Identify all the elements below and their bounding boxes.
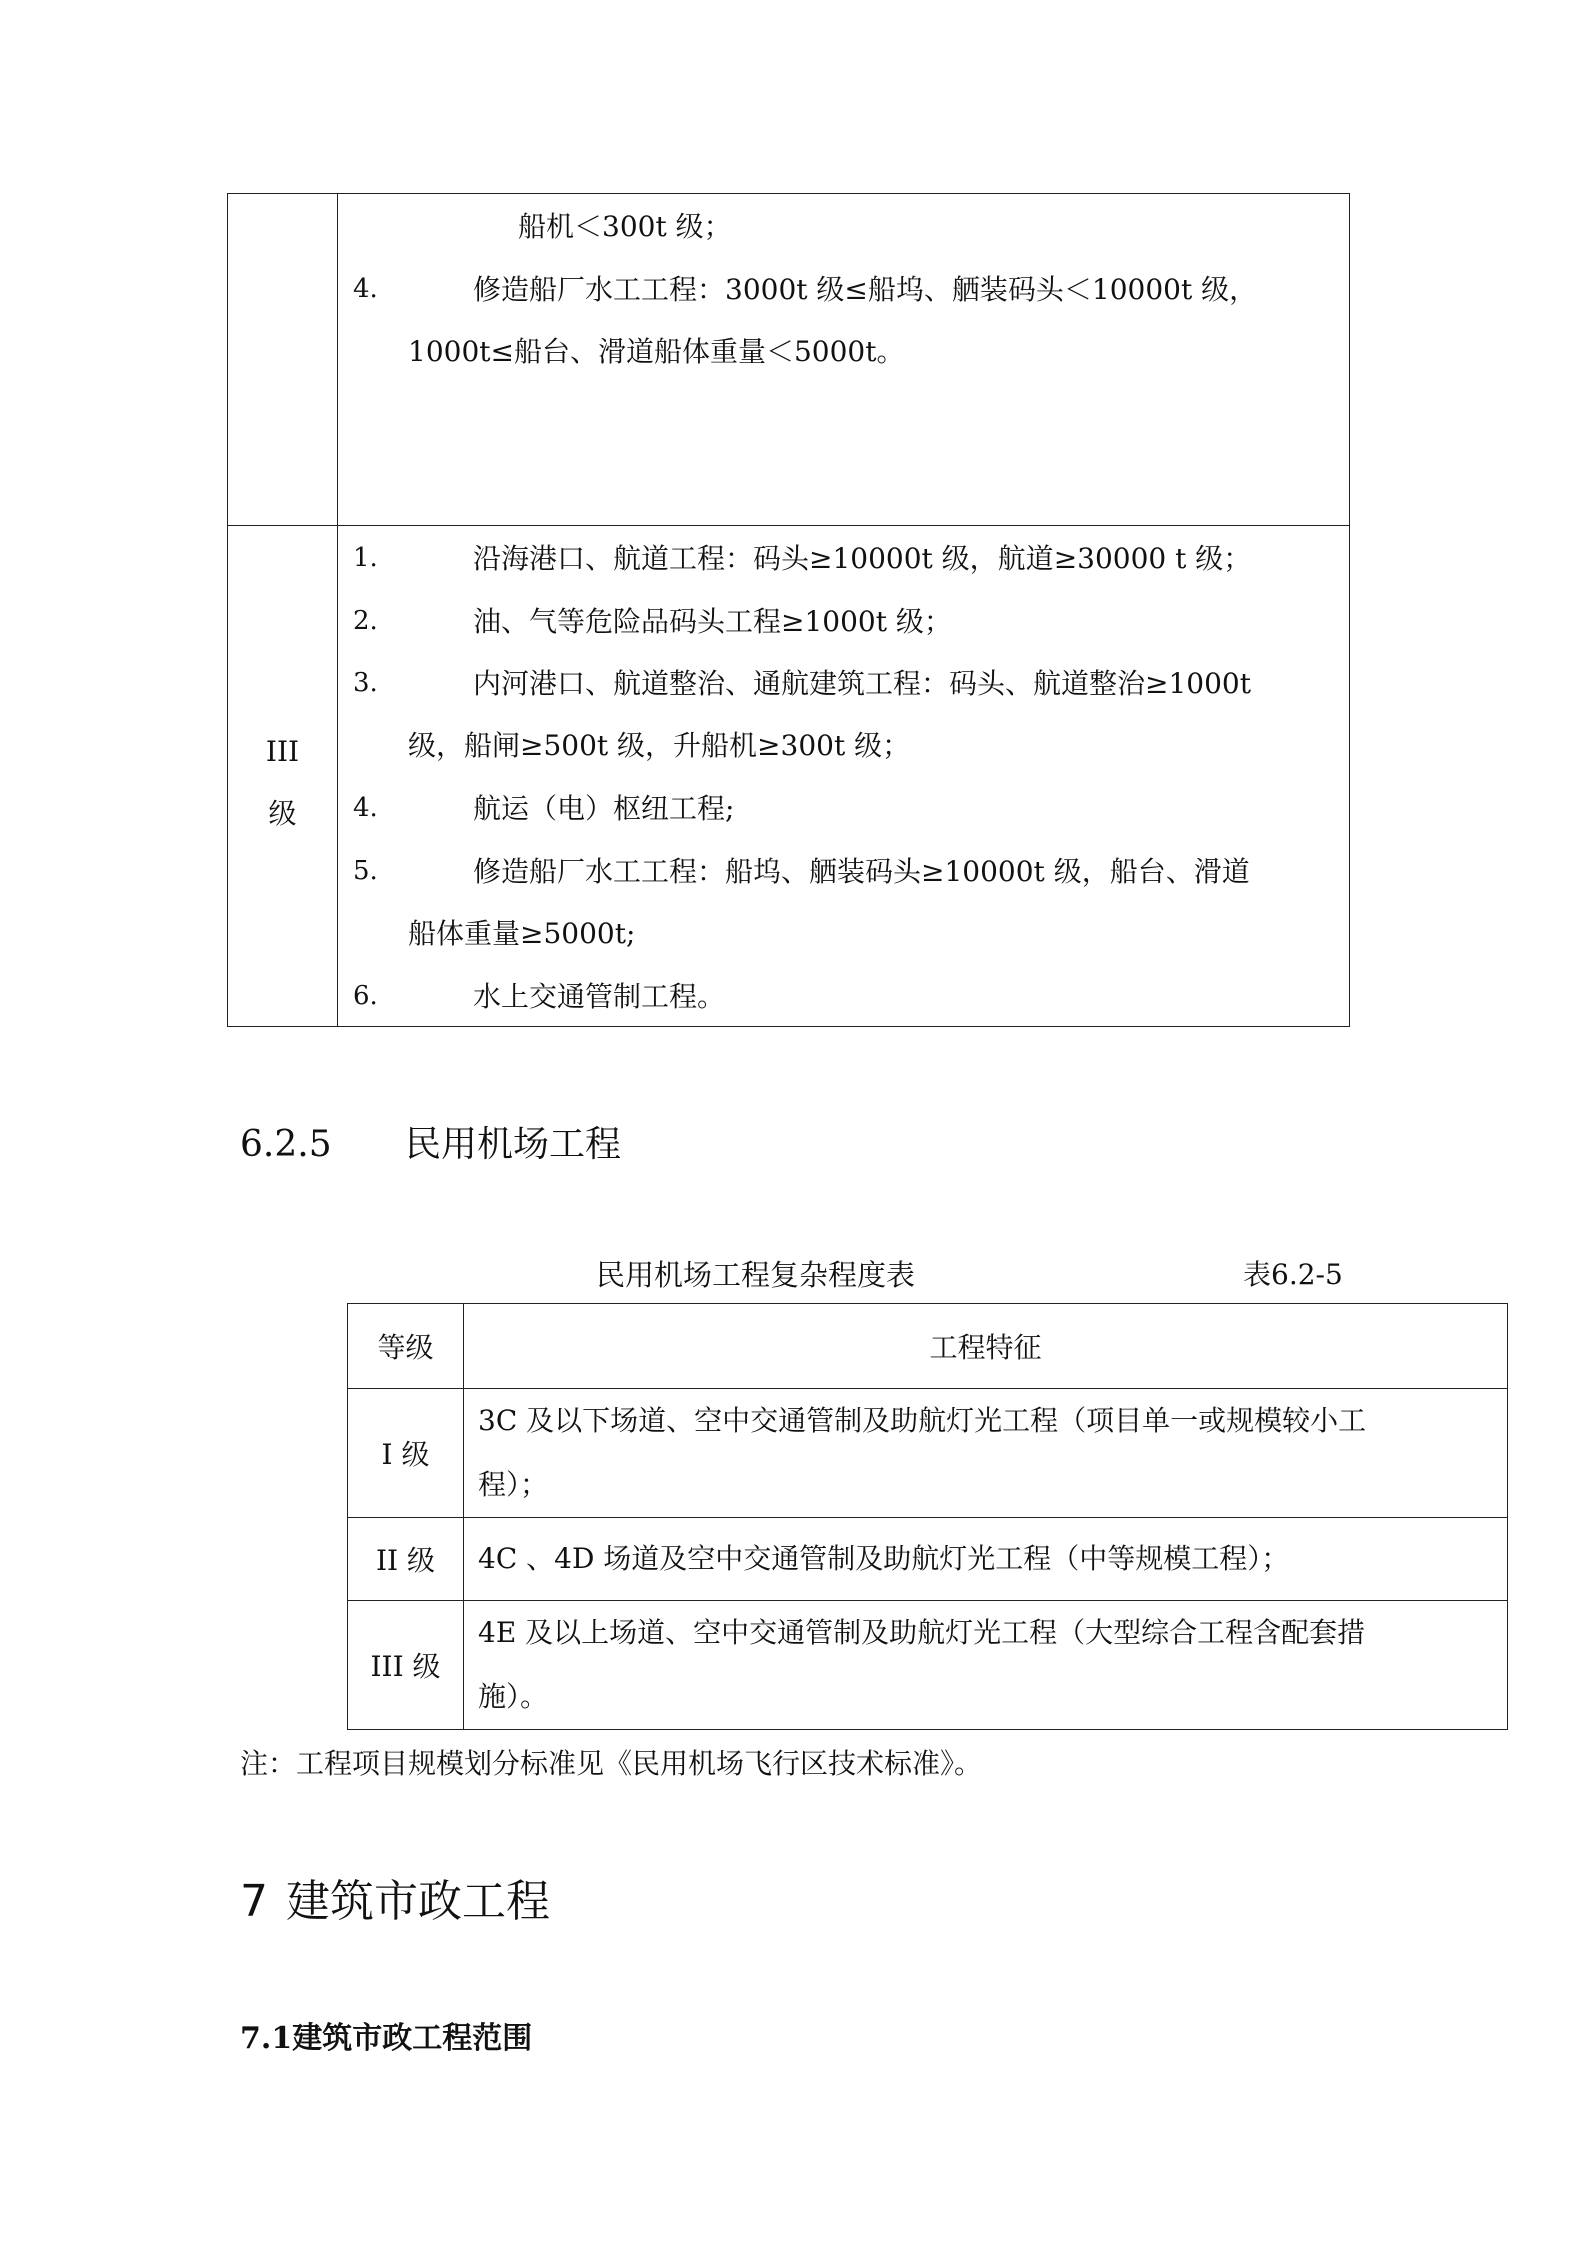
table-row xyxy=(348,1601,1508,1730)
grade-cell: II 级 xyxy=(348,1518,464,1601)
item-number: 1. xyxy=(353,543,378,574)
feature-line: 3C 及以下场道、空中交通管制及助航灯光工程（项目单一或规模较小工 xyxy=(478,1404,1367,1437)
table-row xyxy=(348,1518,1508,1601)
waterway-complexity-table-continued xyxy=(227,193,1350,1027)
feature-line: 程）； xyxy=(478,1468,549,1501)
feature-line: 1000t≤船台、滑道船体重量＜5000t。 xyxy=(408,335,905,368)
feature-line: 修造船厂水工工程：船坞、舾装码头≥10000t 级，船台、滑道 xyxy=(473,855,1250,889)
section-heading-7-1: 7.1建筑市政工程范围 xyxy=(240,2021,533,2056)
feature-line: 水上交通管制工程。 xyxy=(473,980,726,1014)
grade-cell: I 级 xyxy=(348,1389,464,1518)
feature-line: 船体重量≥5000t; xyxy=(408,917,636,951)
feature-line: 油、气等危险品码头工程≥1000t 级； xyxy=(473,605,952,639)
feature-cell xyxy=(464,1389,1508,1518)
item-number: 4. xyxy=(353,274,378,304)
feature-cell xyxy=(338,526,1350,1027)
item-number: 4. xyxy=(353,793,378,824)
table-row xyxy=(228,194,1350,526)
chapter-title: 建筑市政工程 xyxy=(286,1876,550,1927)
grade-label-top: III xyxy=(265,735,300,769)
table-number: 表6.2-5 xyxy=(1243,1258,1343,1291)
grade-cell-empty xyxy=(228,194,338,526)
feature-cell xyxy=(464,1518,1508,1601)
header-feature: 工程特征 xyxy=(464,1304,1508,1389)
table-row xyxy=(228,526,1350,1027)
feature-line: 航运（电）枢纽工程; xyxy=(473,792,735,826)
feature-line: 4C 、4D 场道及空中交通管制及助航灯光工程（中等规模工程）； xyxy=(478,1541,1290,1575)
feature-line: 船机＜300t 级； xyxy=(518,210,732,243)
airport-complexity-table xyxy=(347,1303,1508,1730)
feature-line: 4E 及以上场道、空中交通管制及助航灯光工程（大型综合工程含配套措 xyxy=(478,1616,1366,1649)
feature-line: 级，船闸≥500t 级，升船机≥300t 级； xyxy=(408,729,911,763)
grade-label-bottom: 级 xyxy=(268,797,297,831)
table-note: 注：工程项目规模划分标准见《民用机场飞行区技术标准》。 xyxy=(240,1747,983,1780)
feature-line: 施）。 xyxy=(478,1680,549,1713)
feature-line: 修造船厂水工工程：3000t 级≤船坞、舾装码头＜10000t 级， xyxy=(473,273,1258,306)
chapter-number: 7 xyxy=(240,1876,268,1927)
item-number: 6. xyxy=(353,981,378,1012)
table-header-row xyxy=(348,1304,1508,1389)
feature-line: 内河港口、航道整治、通航建筑工程：码头、航道整治≥1000t xyxy=(473,667,1251,701)
grade-cell: III 级 xyxy=(348,1601,464,1730)
table-caption: 民用机场工程复杂程度表 xyxy=(596,1258,916,1292)
feature-cell xyxy=(338,194,1350,526)
header-grade: 等级 xyxy=(348,1304,464,1389)
grade-cell xyxy=(228,526,338,1027)
feature-line: 沿海港口、航道工程：码头≥10000t 级，航道≥30000 t 级； xyxy=(473,542,1252,576)
feature-cell xyxy=(464,1601,1508,1730)
item-number: 5. xyxy=(353,856,378,887)
section-title: 民用机场工程 xyxy=(405,1124,622,1165)
chapter-heading-7 xyxy=(240,1865,550,1929)
section-heading-6-2-5 xyxy=(240,1116,621,1167)
section-number: 6.2.5 xyxy=(240,1124,332,1165)
table-row xyxy=(348,1389,1508,1518)
item-number: 3. xyxy=(353,668,378,699)
item-number: 2. xyxy=(353,606,378,637)
